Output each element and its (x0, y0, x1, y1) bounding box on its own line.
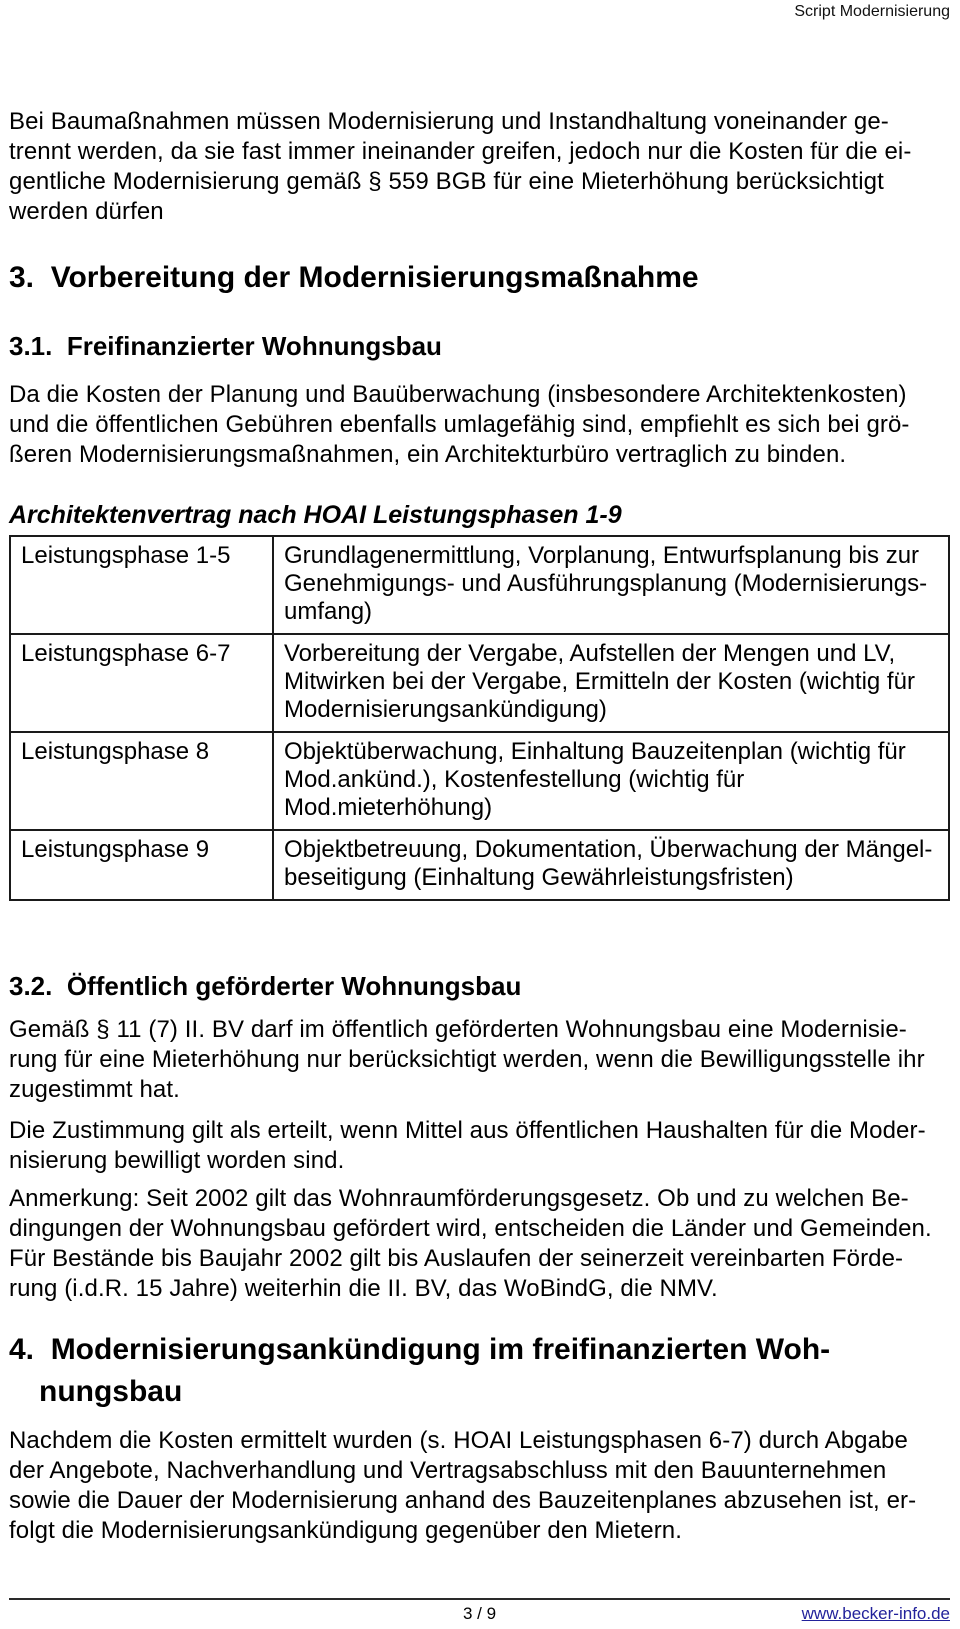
section-3-2-paragraph-1: Gemäß § 11 (7) II. BV darf im öffentlich geförderten Wohnungsbau eine Modernisie- rung für eine Mieterhöhung nur berücksichtigt werden, wenn die Bewilligungsstelle ihr zugestimmt hat. (9, 1016, 925, 1103)
intro-paragraph: Bei Baumaßnahmen müssen Modernisierung und Instandhaltung voneinander ge- trennt werden, da sie fast immer ineinander greifen, jedoch nur die Kosten für die ei- gentliche Modernisierung gemäß § 559 BGB für eine Mieterhöhung berücksichtigt werden dürfen (9, 108, 912, 225)
table-row (10, 732, 949, 830)
hoai-phases-table (9, 535, 950, 901)
description-cell: Objektbetreuung, Dokumentation, Überwachung der Mängel- beseitigung (Einhaltung Gewährleistungsfristen) (273, 830, 949, 900)
section-3-heading: 3. Vorbereitung der Modernisierungsmaßnahme (9, 261, 699, 294)
architect-contract-table-title: Architektenvertrag nach HOAI Leistungsphasen 1-9 (9, 501, 622, 529)
website-link[interactable]: www.becker-info.de (801, 1604, 950, 1623)
section-3-2-heading: 3.2. Öffentlich geförderter Wohnungsbau (9, 971, 522, 1001)
phase-cell: Leistungsphase 8 (10, 732, 273, 830)
table-row (10, 830, 949, 900)
phase-cell: Leistungsphase 1-5 (10, 536, 273, 634)
section-3-1-paragraph: Da die Kosten der Planung und Bauüberwachung (insbesondere Architektenkosten) und die öffentlichen Gebühren ebenfalls umlagefähig sind, empfiehlt es sich bei grö- ßeren Modernisierungsmaßnahmen, ein Architekturbüro vertraglich zu binden. (9, 381, 910, 468)
page-number: 3 / 9 (462, 1604, 497, 1623)
phase-cell: Leistungsphase 6-7 (10, 634, 273, 732)
footer-row (9, 1600, 950, 1625)
section-4-heading: 4. Modernisierungsankündigung im freifinanzierten Woh- nungsbau (9, 1333, 831, 1408)
description-cell: Vorbereitung der Vergabe, Aufstellen der Mengen und LV, Mitwirken bei der Vergabe, Ermitteln der Kosten (wichtig für Modernisierungsankündigung) (273, 634, 949, 732)
section-4-paragraph: Nachdem die Kosten ermittelt wurden (s. HOAI Leistungsphasen 6-7) durch Abgabe der Angebote, Nachverhandlung und Vertragsabschluss mit den Bauunternehmen sowie die Dauer der Modernisierung anhand des Bauzeitenplanes abzusehen ist, er- folgt die Modernisierungsankündigung gegenüber den Mietern. (9, 1427, 917, 1544)
footer (9, 1598, 950, 1629)
running-header-title: Script Modernisierung (794, 3, 950, 20)
section-3-1-heading: 3.1. Freifinanzierter Wohnungsbau (9, 331, 442, 361)
page-content (9, 0, 950, 1546)
table-row (10, 536, 949, 634)
section-3-2-paragraph-2: Die Zustimmung gilt als erteilt, wenn Mittel aus öffentlichen Haushalten für die Moder- nisierung bewilligt worden sind. (9, 1117, 926, 1174)
description-cell: Grundlagenermittlung, Vorplanung, Entwurfsplanung bis zur Genehmigungs- und Ausführungsplanung (Modernisierungs- umfang) (273, 536, 949, 634)
phase-cell: Leistungsphase 9 (10, 830, 273, 900)
description-cell: Objektüberwachung, Einhaltung Bauzeitenplan (wichtig für Mod.ankünd.), Kostenfestellung (wichtig für Mod.mieterhöhung) (273, 732, 949, 830)
section-3-2-paragraph-3: Anmerkung: Seit 2002 gilt das Wohnraumförderungsgesetz. Ob und zu welchen Be- dingungen der Wohnungsbau gefördert wird, entscheiden die Länder und Gemeinden. Für Bestände bis Baujahr 2002 gilt bis Auslaufen der seinerzeit vereinbarten Förde- rung (i.d.R. 15 Jahre) weiterhin die II. BV, das WoBindG, die NMV. (9, 1185, 932, 1302)
table-row (10, 634, 949, 732)
